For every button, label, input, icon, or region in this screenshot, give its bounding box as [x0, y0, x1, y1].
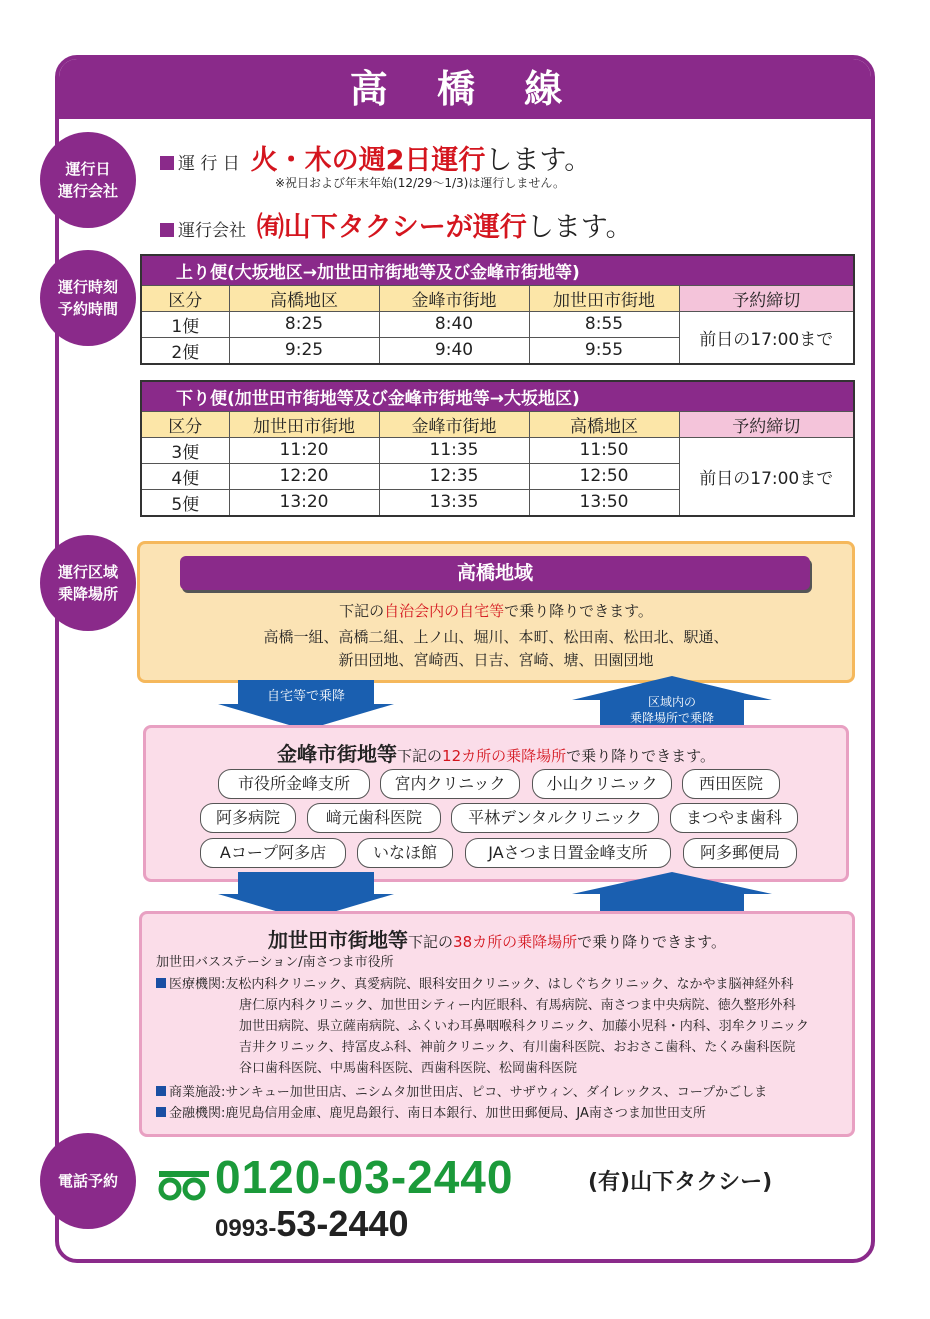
column-header: 金峰市街地 [379, 411, 529, 437]
stop-pill: 西田医院 [682, 769, 780, 799]
table-cell: 8:40 [379, 311, 529, 337]
stop-pill: 宮内クリニック [380, 769, 520, 799]
medical-list-line: 唐仁原内科クリニック、加世田シティー内匠眼科、有馬病院、南さつま中央病院、徳久整形外科 [239, 998, 796, 1013]
kaseda-line0: 加世田バスステーション/南さつま市役所 [156, 955, 394, 970]
intro-text: で乗り降りできます。 [566, 747, 715, 765]
kaseda-commerce-row [156, 1082, 767, 1103]
schedule-down-table [140, 380, 855, 517]
operation-day-note: ※祝日および年末年始(12/29～1/3)は運行しません。 [275, 176, 566, 190]
table-cell: 9:40 [379, 337, 529, 364]
kinpo-name: 金峰市街地等 [277, 742, 398, 766]
kaseda-name: 加世田市街地等 [268, 928, 409, 952]
table-cell: 12:35 [379, 463, 529, 489]
column-header: 加世田市街地 [529, 285, 679, 311]
stop-pill: Aコープ阿多店 [200, 838, 346, 868]
table-cell: 4便 [141, 463, 229, 489]
down-arrow-icon [218, 680, 394, 730]
table-cell: 8:25 [229, 311, 379, 337]
side-label-text: 電話予約 [57, 1172, 118, 1190]
medical-list-line: 吉井クリニック、持冨皮ふ科、神前クリニック、有川歯科医院、おおさこ歯科、たくみ歯科医院 [239, 1040, 796, 1055]
column-header: 区分 [141, 411, 229, 437]
table-cell: 2便 [141, 337, 229, 364]
table-cell: 5便 [141, 489, 229, 516]
table-cell: 9:25 [229, 337, 379, 364]
side-label-text: 予約時間 [57, 300, 118, 318]
up-arrow-label: 区域内の [647, 695, 697, 709]
table-cell: 1便 [141, 311, 229, 337]
side-label-text: 運行区域 [57, 563, 118, 581]
intro-highlight: 38カ所の乗降場所 [453, 933, 578, 951]
deadline-cell: 前日の17:00まで [679, 311, 854, 364]
table-row [141, 311, 854, 337]
column-header: 区分 [141, 285, 229, 311]
side-label-phone [40, 1133, 136, 1229]
medical-list-line: 友松内科クリニック、真愛病院、眼科安田クリニック、はしぐちクリニック、なかやま脳神経外科 [225, 977, 794, 992]
table-cell: 12:20 [229, 463, 379, 489]
deadline-cell: 前日の17:00まで [679, 437, 854, 516]
phone-company: (有)山下タクシー) [588, 1170, 773, 1195]
intro-text: 下記の [408, 933, 454, 951]
finance-label: 金融機関: [169, 1106, 226, 1121]
area-list-line: 高橋一組、高橋二組、上ノ山、堀川、本町、松田南、松田北、駅通、 [263, 628, 729, 646]
bullet-square-icon [156, 978, 166, 988]
medical-label: 医療機関: [169, 977, 226, 992]
table-cell: 11:35 [379, 437, 529, 463]
side-label-operation [40, 132, 136, 228]
regular-phone-number[interactable] [215, 1203, 409, 1245]
schedule-up-table [140, 254, 855, 365]
side-label-text: 運行時刻 [57, 278, 118, 296]
stop-pill: 小山クリニック [532, 769, 672, 799]
free-phone-number[interactable]: 0120-03-2440 [215, 1151, 514, 1203]
side-label-text: 運行日 [65, 160, 111, 178]
stop-pill: まつやま歯科 [670, 803, 798, 833]
intro-text: で乗り降りできます。 [504, 602, 653, 620]
operation-day-value: 火・木の週2日運行 [250, 145, 486, 176]
table-cell: 11:50 [529, 437, 679, 463]
side-label-schedule [40, 250, 136, 346]
side-label-area [40, 535, 136, 631]
stop-pill: JAさつま日置金峰支所 [465, 838, 671, 868]
column-header: 予約締切 [679, 411, 854, 437]
table-cell: 9:55 [529, 337, 679, 364]
stop-pill: いなほ館 [357, 838, 453, 868]
column-header: 高橋地区 [229, 285, 379, 311]
schedule-down-header: 下り便(加世田市街地等及び金峰市街地等→大坂地区) [141, 381, 854, 411]
table-cell: 8:55 [529, 311, 679, 337]
page-title: 高 橋 線 [59, 59, 871, 119]
operation-day-label: 運 行 日 [178, 154, 240, 174]
side-label-text: 乗降場所 [57, 585, 118, 603]
area-list-line: 新田団地、宮崎西、日吉、宮崎、塘、田園団地 [338, 651, 654, 669]
intro-text: 下記の [397, 747, 443, 765]
stop-pill: 﨑元歯科医院 [307, 803, 441, 833]
table-cell: 12:50 [529, 463, 679, 489]
kaseda-finance-row [156, 1103, 706, 1124]
column-header: 加世田市街地 [229, 411, 379, 437]
commerce-list: サンキュー加世田店、ニシムタ加世田店、ピコ、サザウィン、ダイレックス、コープかごしま [225, 1085, 768, 1100]
finance-list: 鹿児島信用金庫、鹿児島銀行、南日本銀行、加世田郵便局、JA南さつま加世田支所 [225, 1106, 706, 1121]
bullet-square-icon [160, 156, 174, 170]
table-cell: 13:50 [529, 489, 679, 516]
intro-text: で乗り降りできます。 [577, 933, 726, 951]
takahashi-area-title: 高橋地域 [180, 556, 810, 590]
medical-list-line: 加世田病院、県立薩南病院、ふくいわ耳鼻咽喉科クリニック、加藤小児科・内科、羽牟クリニック [239, 1019, 809, 1034]
stop-pill: 阿多郵便局 [683, 838, 797, 868]
down-arrow-label: 自宅等で乗降 [266, 689, 346, 704]
phone-prefix: 0993- [215, 1215, 277, 1242]
kaseda-intro [139, 924, 855, 953]
bullet-square-icon [156, 1107, 166, 1117]
side-label-text: 運行会社 [57, 182, 118, 200]
phone-main: 53-2440 [276, 1203, 409, 1244]
column-header: 金峰市街地 [379, 285, 529, 311]
column-header: 高橋地区 [529, 411, 679, 437]
kinpo-intro [143, 738, 849, 767]
free-dial-icon [157, 1165, 213, 1201]
bullet-square-icon [156, 1086, 166, 1096]
up-arrow-icon [572, 676, 772, 730]
stop-pill: 市役所金峰支所 [218, 769, 370, 799]
stop-pill: 平林デンタルクリニック [451, 803, 659, 833]
operation-day-row [160, 138, 591, 177]
stop-pill: 阿多病院 [200, 803, 296, 833]
column-header: 予約締切 [679, 285, 854, 311]
operation-company-row [160, 205, 633, 244]
intro-highlight: 12カ所の乗降場所 [442, 747, 567, 765]
table-cell: 11:20 [229, 437, 379, 463]
kaseda-medical-row [156, 974, 794, 995]
table-row [141, 437, 854, 463]
operation-company-suffix: します。 [526, 212, 633, 243]
operation-company-value: ㈲山下タクシーが運行 [256, 212, 527, 243]
table-cell: 3便 [141, 437, 229, 463]
table-cell: 13:20 [229, 489, 379, 516]
operation-day-suffix: します。 [485, 145, 592, 176]
up-arrow-label: 乗降場所で乗降 [629, 711, 715, 725]
intro-highlight: 自治会内の自宅等 [384, 602, 505, 620]
table-cell: 13:35 [379, 489, 529, 516]
medical-list-line: 谷口歯科医院、中馬歯科医院、西歯科医院、松岡歯科医院 [239, 1061, 578, 1076]
operation-company-label: 運行会社 [178, 221, 246, 241]
takahashi-area-intro [137, 600, 855, 621]
schedule-up-header: 上り便(大坂地区→加世田市街地等及び金峰市街地等) [141, 255, 854, 285]
takahashi-area-list [137, 626, 855, 672]
commerce-label: 商業施設: [169, 1085, 226, 1100]
bullet-square-icon [160, 223, 174, 237]
intro-text: 下記の [339, 602, 385, 620]
